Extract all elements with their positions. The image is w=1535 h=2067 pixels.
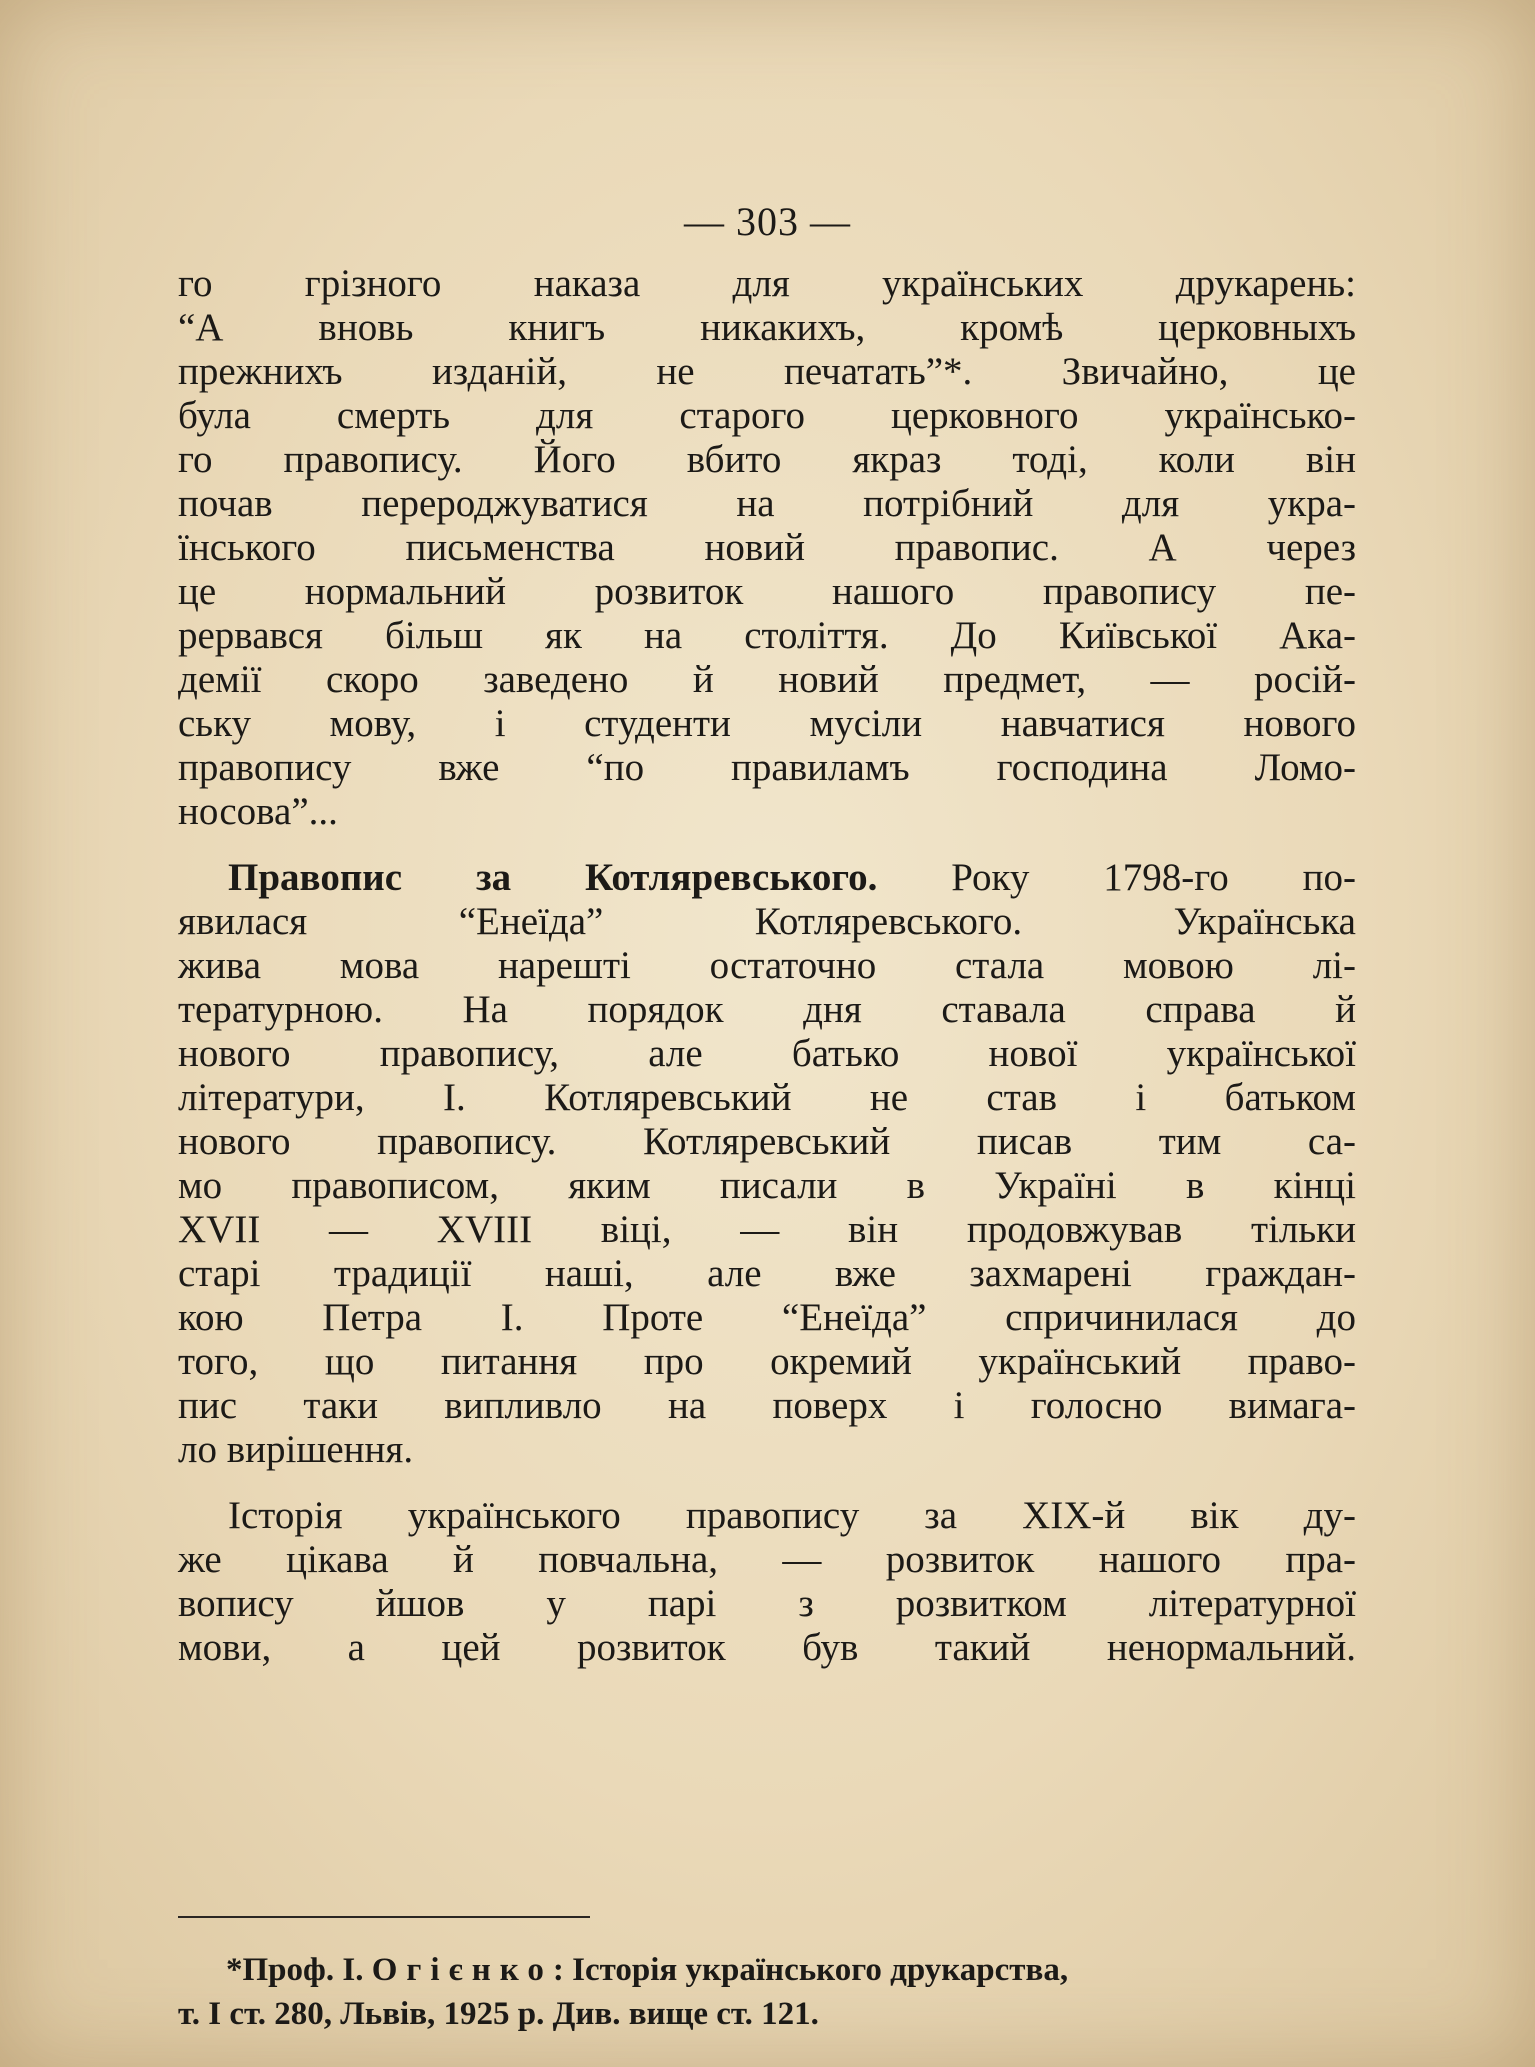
body-text [178,262,1356,1670]
text-line: ло вирішення. [178,1428,414,1471]
text-line: мови, а цей розвиток був такий ненормальний. [178,1626,1356,1669]
footnote-title: : Історія українського друкарства, [552,1952,1069,1988]
heading-line-rest: Року 1798-го по- [951,856,1356,899]
footnote-prefix: Проф. І. [242,1952,364,1988]
text-line: тературною. На порядок дня ставала справа й [178,988,1356,1031]
text-line: явилася “Енеїда” Котляревського. Українська [178,900,1356,943]
text-line: літератури, І. Котляревський не став і батьком [178,1076,1356,1119]
text-line: мо правописом, яким писали в Україні в кінці [178,1164,1356,1207]
footnote-author: Огієнко [371,1952,553,1988]
text-line: жива мова нарешті остаточно стала мовою лі- [178,944,1356,987]
text-line: вопису йшов у парі з розвитком літературної [178,1582,1356,1625]
text-line: рервався більш як на століття. До Київської Ака- [178,614,1356,657]
paragraph-first-line [178,856,1356,900]
text-line: ську мову, і студенти мусіли навчатися нового [178,702,1356,745]
text-line: кою Петра І. Проте “Енеїда” спричинилася до [178,1296,1356,1339]
footnote-line-2: т. І ст. 280, Львів, 1925 р. Див. вище ст. 121. [178,1996,819,2032]
page-number: — 303 — [684,199,851,244]
text-line: же цікава й повчальна, — розвиток нашого пра- [178,1538,1356,1581]
text-line: це нормальний розвиток нашого правопису пе- [178,570,1356,613]
text-line: прежнихъ изданій, не печатать”*. Звичайно, це [178,350,1356,393]
footnote [178,1948,1356,2036]
text-line: нового правопису. Котляревський писав тим са- [178,1120,1356,1163]
paragraph-first-line: Історія українського правопису за XIX-й вік ду- [228,1494,1356,1537]
text-line: нового правопису, але батько нової української [178,1032,1356,1075]
footnote-line-1 [178,1948,1356,1992]
text-line: XVII — XVIII віці, — він продовжував тільки [178,1208,1356,1251]
footnote-marker: * [226,1952,243,1988]
section-heading: Правопис за Котляревського. [228,856,878,899]
text-line: го грізного наказа для українських друкарень: [178,262,1356,305]
text-line: демії скоро заведено й новий предмет, — росій- [178,658,1356,701]
text-line: того, що питання про окремий український право- [178,1340,1356,1383]
text-line: була смерть для старого церковного українсько- [178,394,1356,437]
text-line: го правопису. Його вбито якраз тоді, коли він [178,438,1356,481]
text-line: почав перероджуватися на потрібний для укра- [178,482,1356,525]
text-line: “А вновь книгъ никакихъ, кромѣ церковныхъ [178,306,1356,349]
text-line: правопису вже “по правиламъ господина Ломо- [178,746,1356,789]
text-line: пис таки випливло на поверх і голосно вимага- [178,1384,1356,1427]
text-line: їнського письменства новий правопис. А через [178,526,1356,569]
text-line: старі традиції наші, але вже захмарені граждан- [178,1252,1356,1295]
text-line: носова”... [178,790,338,833]
footnote-divider [178,1916,590,1918]
